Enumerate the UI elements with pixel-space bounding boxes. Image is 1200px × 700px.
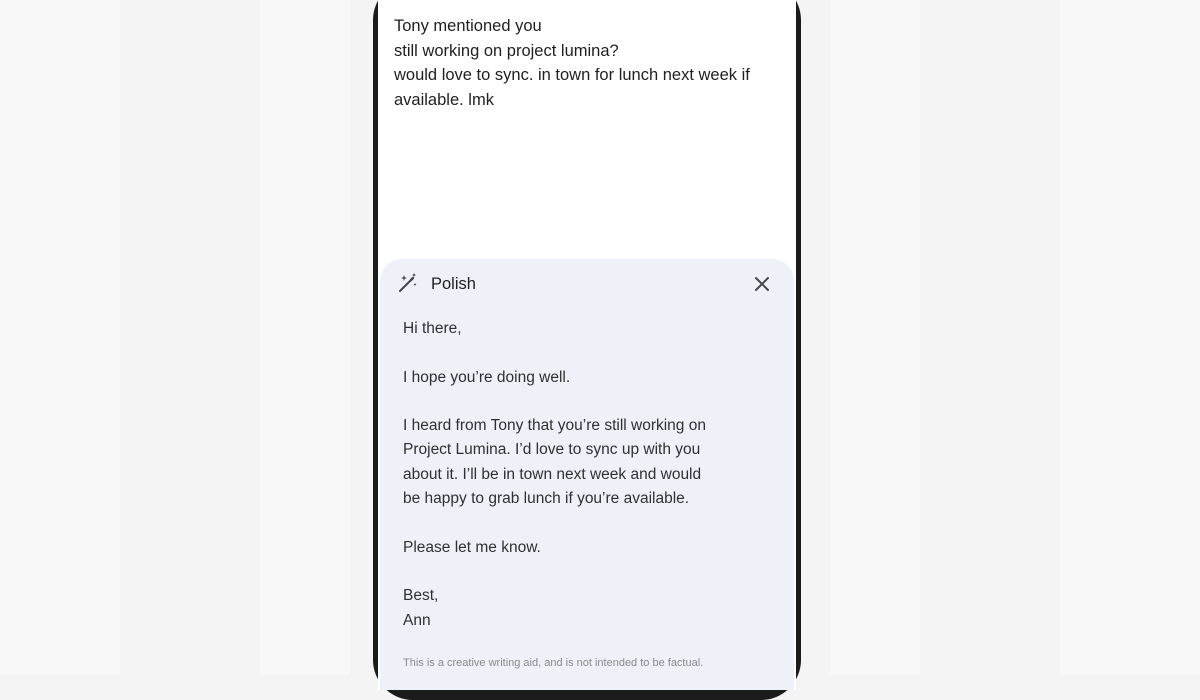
body-line: I heard from Tony that you’re still working on <box>403 417 706 435</box>
draft-message[interactable] <box>394 14 774 112</box>
body-paragraph <box>403 414 763 511</box>
polish-title: Polish <box>431 275 476 293</box>
body-line: be happy to grab lunch if you’re available. <box>403 490 690 508</box>
close-icon[interactable] <box>749 271 775 297</box>
greeting: Hi there, <box>403 320 462 337</box>
background-band <box>0 0 120 675</box>
body-line: about it. I’ll be in town next week and would <box>403 465 702 483</box>
magic-wand-icon <box>396 272 418 294</box>
polish-sheet <box>380 259 794 690</box>
draft-line: still working on project lumina? <box>394 41 619 60</box>
draft-line: available. lmk <box>394 90 494 109</box>
phone-screen <box>378 0 796 690</box>
polished-message <box>403 317 763 633</box>
signature: Ann <box>403 611 431 629</box>
background-band <box>1060 0 1200 675</box>
closing-request: Please let me know. <box>403 538 541 556</box>
disclaimer-text: This is a creative writing aid, and is not intended to be factual. <box>403 657 704 669</box>
draft-line: would love to sync. in town for lunch next week if <box>394 66 750 84</box>
body-line: Project Lumina. I’d love to sync up with you <box>403 441 701 459</box>
signoff: Best, <box>403 587 439 605</box>
polish-sheet-header <box>380 259 794 309</box>
background-band <box>830 0 920 675</box>
background-band <box>260 0 350 675</box>
draft-line: Tony mentioned you <box>394 17 542 35</box>
opening-line: I hope you’re doing well. <box>403 368 571 386</box>
